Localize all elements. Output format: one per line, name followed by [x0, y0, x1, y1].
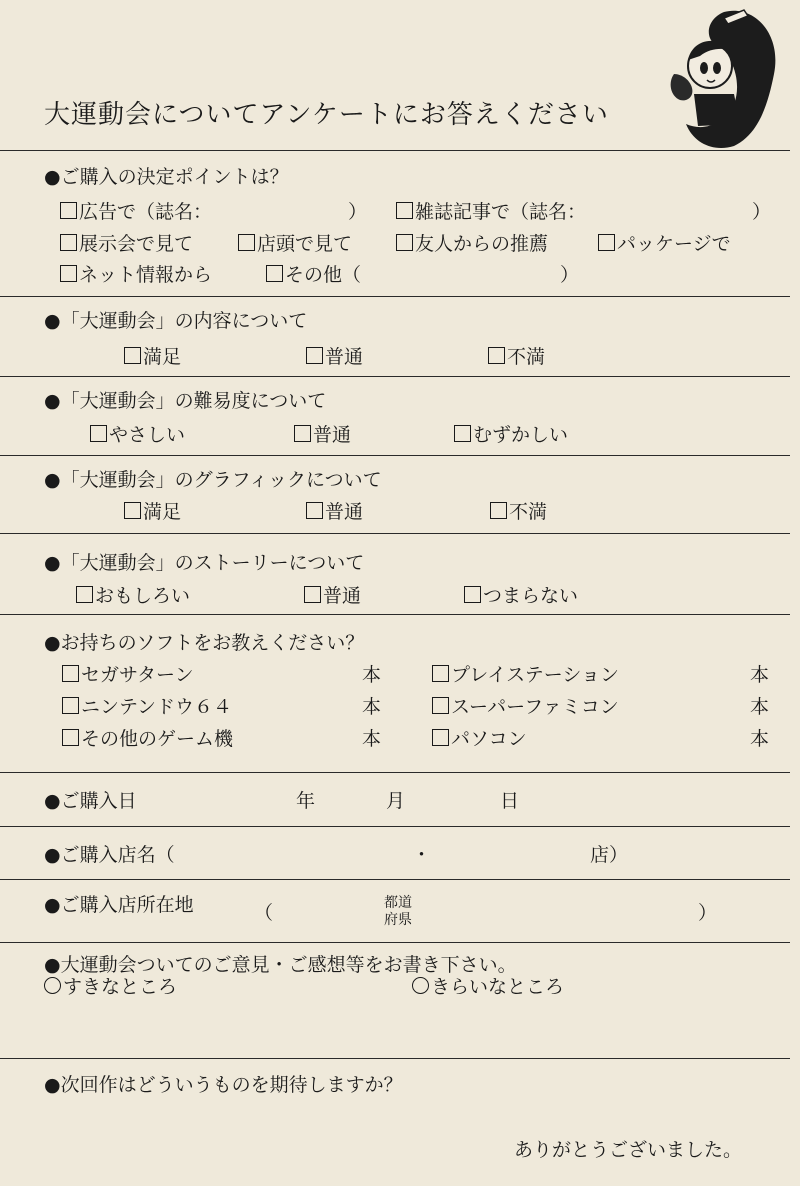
- q4-option-3[interactable]: 不満: [490, 497, 547, 524]
- q2-option-1[interactable]: 満足: [124, 342, 181, 369]
- checkbox[interactable]: [62, 665, 79, 682]
- q6-option-saturn[interactable]: セガサターン: [62, 660, 194, 687]
- checkbox[interactable]: [238, 234, 255, 251]
- q1-option-net[interactable]: ネット情報から: [60, 260, 212, 287]
- checkbox[interactable]: [396, 234, 413, 251]
- q1-option-store[interactable]: 店頭で見て: [238, 229, 352, 256]
- checkbox[interactable]: [304, 586, 321, 603]
- divider: [0, 826, 790, 827]
- checkbox[interactable]: [432, 697, 449, 714]
- store-location-label: ●ご購入店所在地: [44, 894, 194, 916]
- q5-heading: ●「大運動会」のストーリーについて: [44, 552, 365, 574]
- checkbox[interactable]: [488, 347, 505, 364]
- q6-unit: 本: [362, 696, 382, 718]
- q2-option-2[interactable]: 普通: [306, 342, 363, 369]
- q4-option-2[interactable]: 普通: [306, 497, 363, 524]
- mascot-illustration: [664, 4, 784, 154]
- purchase-month-label: 月: [386, 790, 406, 812]
- q1-option-magazine[interactable]: 雑誌記事で（誌名：: [396, 197, 586, 224]
- store-name-suffix: 店）: [590, 844, 629, 866]
- divider: [0, 879, 790, 880]
- store-name-separator: ・: [412, 844, 432, 866]
- q1-option-other[interactable]: その他（: [266, 260, 361, 287]
- purchase-date-label: ●ご購入日: [44, 790, 137, 812]
- q6-unit: 本: [750, 664, 770, 686]
- checkbox[interactable]: [60, 202, 77, 219]
- divider: [0, 772, 790, 773]
- opinion-like: すきなところ: [44, 972, 177, 999]
- checkbox[interactable]: [124, 347, 141, 364]
- divider: [0, 533, 790, 534]
- circle-icon: [44, 977, 61, 994]
- checkbox[interactable]: [306, 347, 323, 364]
- q6-option-other[interactable]: その他のゲーム機: [62, 724, 233, 751]
- thanks-text: ありがとうございました。: [514, 1139, 743, 1161]
- checkbox[interactable]: [306, 502, 323, 519]
- checkbox[interactable]: [490, 502, 507, 519]
- q1-heading: ●ご購入の決定ポイントは？: [44, 166, 289, 188]
- purchase-day-label: 日: [500, 790, 520, 812]
- q3-option-2[interactable]: 普通: [294, 420, 351, 447]
- q4-option-1[interactable]: 満足: [124, 497, 181, 524]
- checkbox[interactable]: [76, 586, 93, 603]
- purchase-year-label: 年: [296, 790, 316, 812]
- q1-other-close: ）: [560, 264, 580, 286]
- q6-option-n64[interactable]: ニンテンドウ６４: [62, 692, 232, 719]
- q1-ad-close: ）: [348, 201, 368, 223]
- q1-magazine-close: ）: [752, 201, 772, 223]
- q6-unit: 本: [750, 728, 770, 750]
- checkbox[interactable]: [396, 202, 413, 219]
- checkbox[interactable]: [432, 665, 449, 682]
- q3-option-1[interactable]: やさしい: [90, 420, 185, 447]
- divider: [0, 376, 790, 377]
- q4-heading: ●「大運動会」のグラフィックについて: [44, 469, 382, 491]
- q2-option-3[interactable]: 不満: [488, 342, 545, 369]
- q6-unit: 本: [362, 664, 382, 686]
- checkbox[interactable]: [62, 729, 79, 746]
- checkbox[interactable]: [464, 586, 481, 603]
- circle-icon: [412, 977, 429, 994]
- q3-option-3[interactable]: むずかしい: [454, 420, 568, 447]
- checkbox[interactable]: [266, 265, 283, 282]
- q6-unit: 本: [362, 728, 382, 750]
- q6-unit: 本: [750, 696, 770, 718]
- store-location-close: ）: [698, 902, 718, 924]
- divider: [0, 614, 790, 615]
- q1-option-friend[interactable]: 友人からの推薦: [396, 229, 548, 256]
- q1-option-ad[interactable]: 広告で（誌名：: [60, 197, 212, 224]
- checkbox[interactable]: [124, 502, 141, 519]
- prefecture-label: 都道 府県: [384, 895, 412, 928]
- divider: [0, 455, 790, 456]
- opinion-dislike: きらいなところ: [412, 972, 564, 999]
- q5-option-2[interactable]: 普通: [304, 581, 361, 608]
- checkbox[interactable]: [90, 425, 107, 442]
- checkbox[interactable]: [60, 265, 77, 282]
- checkbox[interactable]: [454, 425, 471, 442]
- q6-heading: ●お持ちのソフトをお教えください？: [44, 632, 365, 654]
- checkbox[interactable]: [294, 425, 311, 442]
- checkbox[interactable]: [60, 234, 77, 251]
- store-location-open: （: [254, 902, 274, 924]
- survey-title: 大運動会についてアンケートにお答えください: [44, 100, 609, 130]
- opinion-heading: ●大運動会ついてのご意見・ご感想等をお書き下さい。: [44, 954, 517, 976]
- q3-heading: ●「大運動会」の難易度について: [44, 390, 327, 412]
- checkbox[interactable]: [598, 234, 615, 251]
- q5-option-1[interactable]: おもしろい: [76, 581, 190, 608]
- q2-heading: ●「大運動会」の内容について: [44, 310, 308, 332]
- store-name-label: ●ご購入店名（: [44, 844, 175, 866]
- q6-option-pc[interactable]: パソコン: [432, 724, 527, 751]
- divider: [0, 150, 790, 151]
- q1-option-exhibition[interactable]: 展示会で見て: [60, 229, 193, 256]
- q5-option-3[interactable]: つまらない: [464, 581, 578, 608]
- checkbox[interactable]: [62, 697, 79, 714]
- next-heading: ●次回作はどういうものを期待しますか？: [44, 1074, 403, 1096]
- divider: [0, 1058, 790, 1059]
- divider: [0, 942, 790, 943]
- checkbox[interactable]: [432, 729, 449, 746]
- q6-option-playstation[interactable]: プレイステーション: [432, 660, 619, 687]
- q6-option-sfc[interactable]: スーパーファミコン: [432, 692, 619, 719]
- divider: [0, 296, 790, 297]
- q1-option-package[interactable]: パッケージで: [598, 229, 731, 256]
